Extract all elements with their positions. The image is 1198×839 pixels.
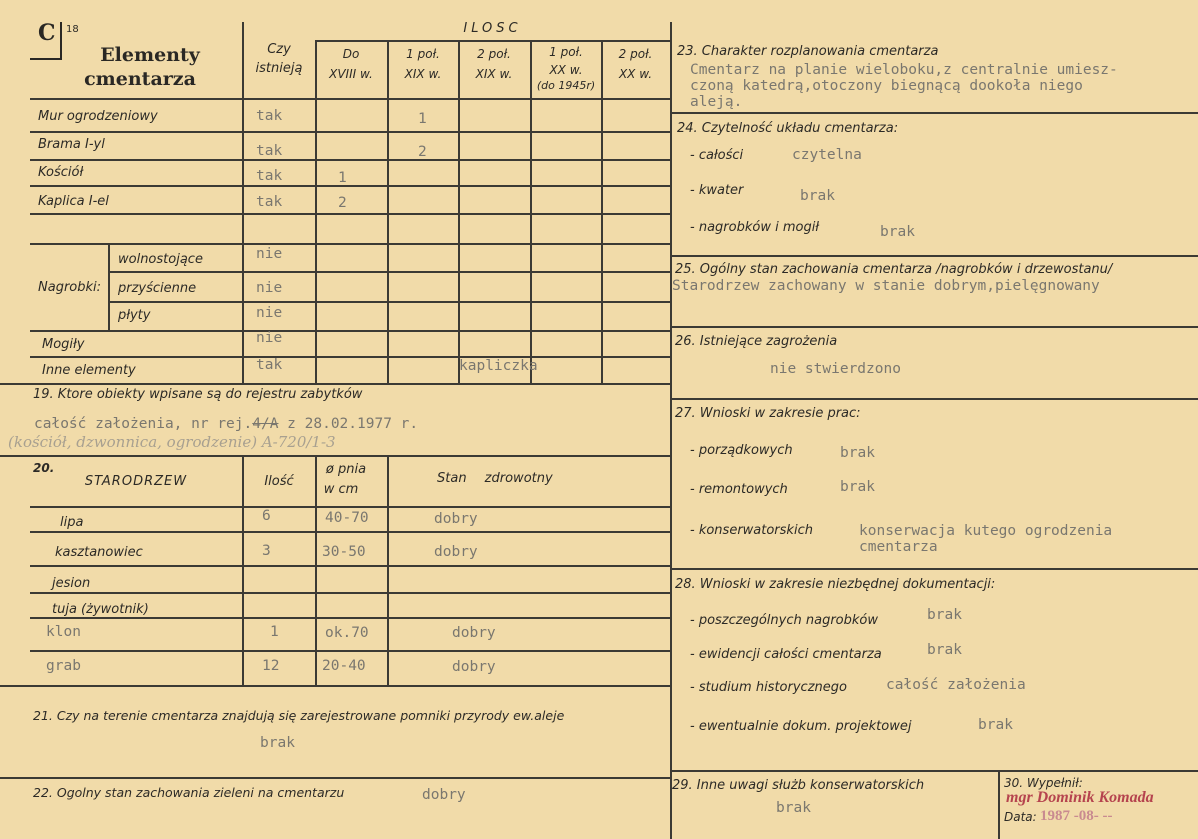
section-27-c-value-1: konserwacja kutego ogrodzenia xyxy=(859,523,1113,539)
section-28-label: 28. Wnioski w zakresie niezbędnej dokumentacji: xyxy=(675,577,996,592)
divider xyxy=(30,565,670,567)
row-value-kosciol-qty: 1 xyxy=(338,170,347,186)
section-29-value: brak xyxy=(776,800,811,816)
divider xyxy=(0,685,670,687)
row-label-wolnostojace: wolnostojące xyxy=(118,252,203,267)
col-header-4: 1 poł. xyxy=(549,45,583,59)
tree-state: dobry xyxy=(434,544,478,560)
section-24-a-value: czytelna xyxy=(792,147,862,163)
row-value-kaplica-qty: 2 xyxy=(338,195,347,211)
divider xyxy=(108,301,670,303)
row-label-kaplica: Kaplica I-el xyxy=(38,194,109,209)
divider xyxy=(30,330,670,332)
section-28-d: - ewentualnie dokum. projektowej xyxy=(690,719,912,734)
col-header-stan: Stan zdrowotny xyxy=(437,471,553,486)
col-header-pnia-sub: w cm xyxy=(323,482,359,497)
divider xyxy=(30,159,670,161)
divider xyxy=(30,356,670,358)
divider xyxy=(30,506,670,508)
section-24-label: 24. Czytelność układu cmentarza: xyxy=(677,121,899,136)
section-23-label: 23. Charakter rozplanowania cmentarza xyxy=(677,44,939,59)
form-superscript: 18 xyxy=(66,24,79,35)
row-value-kaplica-czy: tak xyxy=(256,194,283,210)
section-28-d-value: brak xyxy=(978,717,1013,733)
row-value-brama-qty: 2 xyxy=(418,144,427,160)
col-header-ilosc-trees: Ilość xyxy=(264,474,294,489)
section-29-label: 29. Inne uwagi służb konserwatorskich xyxy=(672,778,925,793)
section-28-a-value: brak xyxy=(927,607,962,623)
row-value-inne-qty: kapliczka xyxy=(459,358,538,374)
section-25-label: 25. Ogólny stan zachowania cmentarza /nagrobków i drzewostanu/ xyxy=(675,262,1113,277)
tree-qty: 6 xyxy=(262,508,271,524)
section-27-a: - porządkowych xyxy=(690,443,793,458)
section-28-c: - studium historycznego xyxy=(690,680,847,695)
col-header-2-sub: XIX w. xyxy=(404,67,442,81)
divider xyxy=(387,40,389,383)
row-label-mur: Mur ogrodzeniowy xyxy=(38,109,158,124)
tree-state: dobry xyxy=(452,625,496,641)
col-header-ilosc: ILOSC xyxy=(463,21,522,36)
section-27-c: - konserwatorskich xyxy=(690,523,813,538)
tree-name: grab xyxy=(46,658,81,674)
tree-diameter: 40-70 xyxy=(325,510,369,526)
section-24-a: - całości xyxy=(690,148,744,163)
divider xyxy=(30,592,670,594)
section-19-line-b: z 28.02.1977 r. xyxy=(278,416,419,432)
tree-qty: 3 xyxy=(262,543,271,559)
tree-name: klon xyxy=(46,624,81,640)
tree-state: dobry xyxy=(452,659,496,675)
section-28-a: - poszczególnych nagrobków xyxy=(690,613,878,628)
divider xyxy=(0,455,670,457)
row-label-kosciol: Kościół xyxy=(38,165,84,180)
row-label-brama: Brama I-yl xyxy=(38,137,105,152)
row-value-mur-czy: tak xyxy=(256,108,283,124)
tree-name: tuja (żywotnik) xyxy=(52,602,149,617)
section-24-b-value: brak xyxy=(800,188,835,204)
divider xyxy=(998,770,1000,839)
page-title: Elementy xyxy=(100,44,200,66)
col-header-czy: Czy xyxy=(267,42,291,57)
section-23-value-2: czoną katedrą,otoczony biegnącą dookoła niego xyxy=(690,78,1083,94)
row-value-inne: tak xyxy=(256,357,283,373)
section-28-b-value: brak xyxy=(927,642,962,658)
tree-diameter: ok.70 xyxy=(325,625,369,641)
divider xyxy=(670,398,1198,400)
col-header-3-sub: XIX w. xyxy=(475,67,513,81)
divider xyxy=(458,40,460,383)
signature-stamp: mgr Dominik Komada xyxy=(1006,789,1154,806)
section-24-b: - kwater xyxy=(690,183,744,198)
col-header-4-sub: XX w. xyxy=(549,63,583,77)
divider xyxy=(670,770,1198,772)
divider xyxy=(30,131,670,133)
col-header-1: Do xyxy=(342,47,360,61)
row-value-plyty: nie xyxy=(256,305,283,321)
tree-qty: 12 xyxy=(262,658,280,674)
row-label-nagrobki: Nagrobki: xyxy=(38,280,102,295)
divider xyxy=(670,22,672,839)
col-header-5-sub: XX w. xyxy=(618,67,653,81)
section-26-value: nie stwierdzono xyxy=(770,361,901,377)
row-value-brama-czy: tak xyxy=(256,143,283,159)
section-30-label: 30. Wypełnił: xyxy=(1004,776,1083,790)
divider xyxy=(30,185,670,187)
divider xyxy=(0,777,670,779)
divider xyxy=(30,531,670,533)
section-27-label: 27. Wnioski w zakresie prac: xyxy=(675,406,861,421)
divider xyxy=(108,243,110,330)
tree-diameter: 20-40 xyxy=(322,658,366,674)
tree-state: dobry xyxy=(434,511,478,527)
row-label-inne: Inne elementy xyxy=(42,363,136,378)
tree-name: lipa xyxy=(60,515,84,530)
section-26-label: 26. Istniejące zagrożenia xyxy=(675,334,838,349)
divider xyxy=(30,213,670,215)
section-27-b: - remontowych xyxy=(690,482,788,497)
divider xyxy=(670,112,1198,114)
section-28-b: - ewidencji całości cmentarza xyxy=(690,647,882,662)
divider xyxy=(315,40,317,383)
divider xyxy=(315,40,670,42)
divider xyxy=(0,383,670,385)
section-22-value: dobry xyxy=(422,787,466,803)
section-27-b-value: brak xyxy=(840,479,875,495)
divider xyxy=(30,650,670,652)
section-23-value-3: aleją. xyxy=(690,94,743,110)
col-header-czy-2: istnieją xyxy=(255,61,303,76)
divider xyxy=(242,22,244,383)
section-19-handwritten: (kościół, dzwonnica, ogrodzenie) A-720/1-3 xyxy=(8,433,336,451)
row-value-mogily: nie xyxy=(256,330,283,346)
section-23-value-1: Cmentarz na planie wieloboku,z centralnie umiesz- xyxy=(690,62,1118,78)
page-title-line2: cmentarza xyxy=(84,68,196,90)
col-header-pnia: ø pnia xyxy=(325,462,367,477)
section-27-a-value: brak xyxy=(840,445,875,461)
section-24-c-value: brak xyxy=(880,224,915,240)
row-label-przyscienne: przyścienne xyxy=(118,281,197,296)
date-label: Data: xyxy=(1004,810,1037,824)
section-21-value: brak xyxy=(260,735,295,751)
section-20-num: 20. xyxy=(33,461,55,475)
tree-name: kasztanowiec xyxy=(55,545,143,560)
section-24-c: - nagrobków i mogił xyxy=(690,220,820,235)
tree-name: jesion xyxy=(52,576,91,591)
divider xyxy=(30,243,670,245)
divider xyxy=(387,455,389,685)
section-19-struck: 4/A xyxy=(252,416,279,432)
section-27-c-value-2: cmentarza xyxy=(859,539,938,555)
section-19-line-a: całość założenia, nr rej. xyxy=(34,416,253,432)
section-25-value: Starodrzew zachowany w stanie dobrym,pielęgnowany xyxy=(672,278,1100,294)
row-value-przyscienne: nie xyxy=(256,280,283,296)
divider xyxy=(670,568,1198,570)
section-19-label: 19. Ktore obiekty wpisane są do rejestru zabytków xyxy=(33,387,363,402)
col-header-5: 2 poł. xyxy=(618,47,653,61)
col-header-2: 1 poł. xyxy=(406,47,440,61)
divider xyxy=(108,271,670,273)
col-header-starodrzew: STARODRZEW xyxy=(84,474,188,489)
row-label-mogily: Mogiły xyxy=(42,337,85,352)
section-19-value xyxy=(34,416,418,432)
row-value-wolnostojace: nie xyxy=(256,246,283,262)
col-header-1-sub: XVIII w. xyxy=(329,67,373,81)
section-21-label: 21. Czy na terenie cmentarza znajdują się zarejestrowane pomniki przyrody ew.aleje xyxy=(33,708,565,723)
col-header-4-sub2: (do 1945r) xyxy=(536,79,596,92)
divider xyxy=(670,326,1198,328)
divider xyxy=(242,455,244,685)
section-22-label: 22. Ogolny stan zachowania zieleni na cmentarzu xyxy=(33,785,345,800)
form-letter: C xyxy=(38,20,56,46)
date-stamp: 1987 -08- -- xyxy=(1040,808,1113,824)
divider xyxy=(30,617,670,619)
divider xyxy=(30,98,670,100)
section-28-c-value: całość założenia xyxy=(886,677,1026,693)
row-value-mur-qty: 1 xyxy=(418,111,427,127)
tree-diameter: 30-50 xyxy=(322,544,366,560)
row-value-kosciol-czy: tak xyxy=(256,168,283,184)
tree-qty: 1 xyxy=(270,624,279,640)
col-header-3: 2 poł. xyxy=(477,47,511,61)
row-label-plyty: płyty xyxy=(118,308,151,323)
divider xyxy=(670,255,1198,257)
